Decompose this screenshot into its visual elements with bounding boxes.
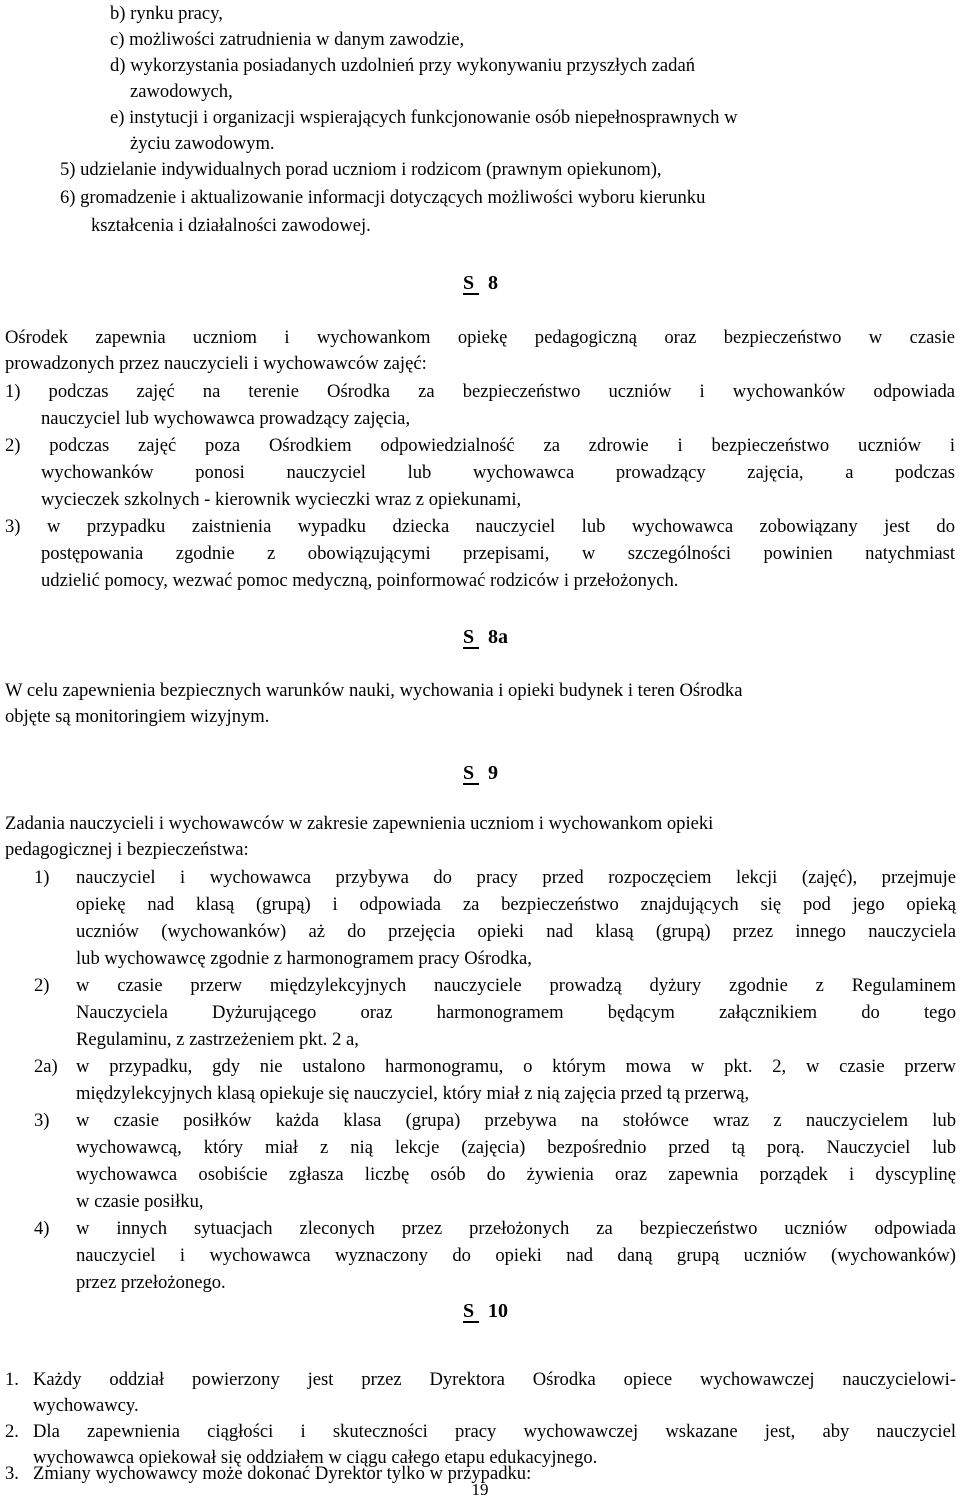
- section-8-item-3-cont2: udzielić pomocy, wezwać pomoc medyczną, poinformować rodziców i przełożonych.: [41, 570, 679, 591]
- section-9-item-2a-cont: międzylekcyjnych klasą opiekuje się nauczyciel, który miał z nią zajęcia przed tą przerwą,: [76, 1083, 750, 1104]
- section-9-item-2-cont2: Regulaminu, z zastrzeżeniem pkt. 2 a,: [76, 1029, 359, 1050]
- section-9-item-1-cont3: lub wychowawcę zgodnie z harmonogramem pracy Ośrodka,: [76, 948, 532, 969]
- section-10-item-3-number: 3.: [5, 1463, 19, 1484]
- section-8-item-2-cont: wychowanków ponosi nauczyciel lub wychowawca prowadzący zajęcia, a podczas: [41, 462, 955, 483]
- paragraph-sign-icon: [462, 1298, 484, 1324]
- list-item-5: 5) udzielanie indywidualnych porad uczniom i rodzicom (prawnym opiekunom),: [60, 159, 662, 180]
- section-8-item-2: 2) podczas zajęć poza Ośrodkiem odpowiedzialność za zdrowie i bezpieczeństwo uczniów i: [5, 435, 955, 456]
- section-9-item-3-cont2: wychowawca osobiście zgłasza liczbę osób do żywienia oraz zapewnia porządek i dyscyplinę: [76, 1164, 956, 1185]
- list-item-b: b) rynku pracy,: [110, 3, 223, 24]
- section-8a-text-cont: objęte są monitoringiem wizyjnym.: [5, 706, 270, 727]
- section-9-item-2-number: 2): [34, 975, 50, 996]
- paragraph-sign-icon: [462, 270, 484, 296]
- section-9-intro: Zadania nauczycieli i wychowawców w zakresie zapewnienia uczniom i wychowankom opieki: [5, 813, 714, 834]
- list-item-e: e) instytucji i organizacji wspierających funkcjonowanie osób niepełnosprawnych w: [110, 107, 738, 128]
- section-9-item-3: w czasie posiłków każda klasa (grupa) przebywa na stołówce wraz z nauczycielem lub: [76, 1110, 956, 1131]
- section-9-item-2: w czasie przerw międzylekcyjnych nauczyciele prowadzą dyżury zgodnie z Regulaminem: [76, 975, 956, 996]
- section-8-item-2-cont2: wycieczek szkolnych - kierownik wycieczki wraz z opiekunami,: [41, 489, 522, 510]
- section-9-item-3-cont3: w czasie posiłku,: [76, 1191, 204, 1212]
- section-9-item-3-cont: wychowawcą, który miał z nią lekcje (zajęcia) bezpośrednio przed tą porą. Nauczyciel lub: [76, 1137, 956, 1158]
- section-8-intro: Ośrodek zapewnia uczniom i wychowankom opiekę pedagogiczną oraz bezpieczeństwo w czasie: [5, 327, 955, 348]
- paragraph-sign-icon: [462, 624, 484, 650]
- section-9-item-1-cont: opiekę nad klasą (grupą) i odpowiada za bezpieczeństwo znajdujących się pod jego opieką: [76, 894, 956, 915]
- svg-text:S: S: [463, 272, 475, 294]
- section-9-item-3-number: 3): [34, 1110, 50, 1131]
- list-item-6-cont: kształcenia i działalności zawodowej.: [91, 215, 371, 236]
- section-9-item-4-number: 4): [34, 1218, 50, 1239]
- section-9-item-4-cont2: przez przełożonego.: [76, 1272, 226, 1293]
- section-8-intro-cont: prowadzonych przez nauczycieli i wychowawców zajęć:: [5, 353, 427, 374]
- section-10-item-2: Dla zapewnienia ciągłości i skuteczności pracy wychowawczej wskazane jest, aby nauczyciel: [33, 1421, 956, 1442]
- section-10-item-1: Każdy oddział powierzony jest przez Dyrektora Ośrodka opiece wychowawczej nauczycielowi-: [33, 1369, 956, 1390]
- section-9-item-1: nauczyciel i wychowawca przybywa do pracy przed rozpoczęciem lekcji (zajęć), przejmuje: [76, 867, 956, 888]
- section-9-item-4: w innych sytuacjach zleconych przez przełożonych za bezpieczeństwo uczniów odpowiada: [76, 1218, 956, 1239]
- section-8a-text: W celu zapewnienia bezpiecznych warunków nauki, wychowania i opieki budynek i teren Ośrodka: [5, 680, 743, 701]
- section-8-item-3-cont: postępowania zgodnie z obowiązującymi przepisami, w szczególności powinien natychmiast: [41, 543, 955, 564]
- list-item-e-cont: życiu zawodowym.: [130, 133, 275, 154]
- section-9-item-2-cont: Nauczyciela Dyżurującego oraz harmonogramem będącym załącznikiem do tego: [76, 1002, 956, 1023]
- section-9-item-2a: w przypadku, gdy nie ustalono harmonogramu, o którym mowa w pkt. 2, w czasie przerw: [76, 1056, 956, 1077]
- list-item-6: 6) gromadzenie i aktualizowanie informacji dotyczących możliwości wyboru kierunku: [60, 187, 706, 208]
- svg-text:S: S: [463, 762, 475, 784]
- svg-text:S: S: [463, 626, 475, 648]
- section-9-item-2a-number: 2a): [34, 1056, 58, 1077]
- section-9-item-1-number: 1): [34, 867, 50, 888]
- section-10-item-2-cont: wychowawca opiekował się oddziałem w ciągu całego etapu edukacyjnego.: [33, 1447, 598, 1468]
- section-8a-number: 8a: [488, 626, 508, 648]
- list-item-d-cont: zawodowych,: [130, 81, 233, 102]
- section-10-item-1-number: 1.: [5, 1369, 19, 1390]
- section-8-item-1-cont: nauczyciel lub wychowawca prowadzący zajęcia,: [41, 408, 411, 429]
- section-8-item-1: 1) podczas zajęć na terenie Ośrodka za bezpieczeństwo uczniów i wychowanków odpowiada: [5, 381, 955, 402]
- list-item-c: c) możliwości zatrudnienia w danym zawodzie,: [110, 29, 465, 50]
- section-10-item-3: Zmiany wychowawcy może dokonać Dyrektor tylko w przypadku:: [33, 1463, 532, 1484]
- section-9-heading: [462, 760, 498, 786]
- section-8-number: 8: [488, 272, 498, 294]
- list-item-d: d) wykorzystania posiadanych uzdolnień przy wykonywaniu przyszłych zadań: [110, 55, 696, 76]
- svg-text:S: S: [463, 1300, 475, 1322]
- section-10-item-2-number: 2.: [5, 1421, 19, 1442]
- paragraph-sign-icon: [462, 760, 484, 786]
- section-9-item-1-cont2: uczniów (wychowanków) aż do przejęcia opieki nad klasą (grupą) przez innego nauczyciela: [76, 921, 956, 942]
- section-9-item-4-cont: nauczyciel i wychowawca wyznaczony do opieki nad daną grupą uczniów (wychowanków): [76, 1245, 956, 1266]
- section-8-item-3: 3) w przypadku zaistnienia wypadku dziecka nauczyciel lub wychowawca zobowiązany jest do: [5, 516, 955, 537]
- section-9-intro-cont: pedagogicznej i bezpieczeństwa:: [5, 839, 249, 860]
- section-8a-heading: [462, 624, 508, 650]
- section-10-heading: [462, 1298, 508, 1324]
- page-number: 19: [471, 1480, 489, 1499]
- section-10-item-1-cont: wychowawcy.: [33, 1395, 139, 1416]
- section-10-number: 10: [488, 1300, 508, 1322]
- section-8-heading: [462, 270, 498, 296]
- section-9-number: 9: [488, 762, 498, 784]
